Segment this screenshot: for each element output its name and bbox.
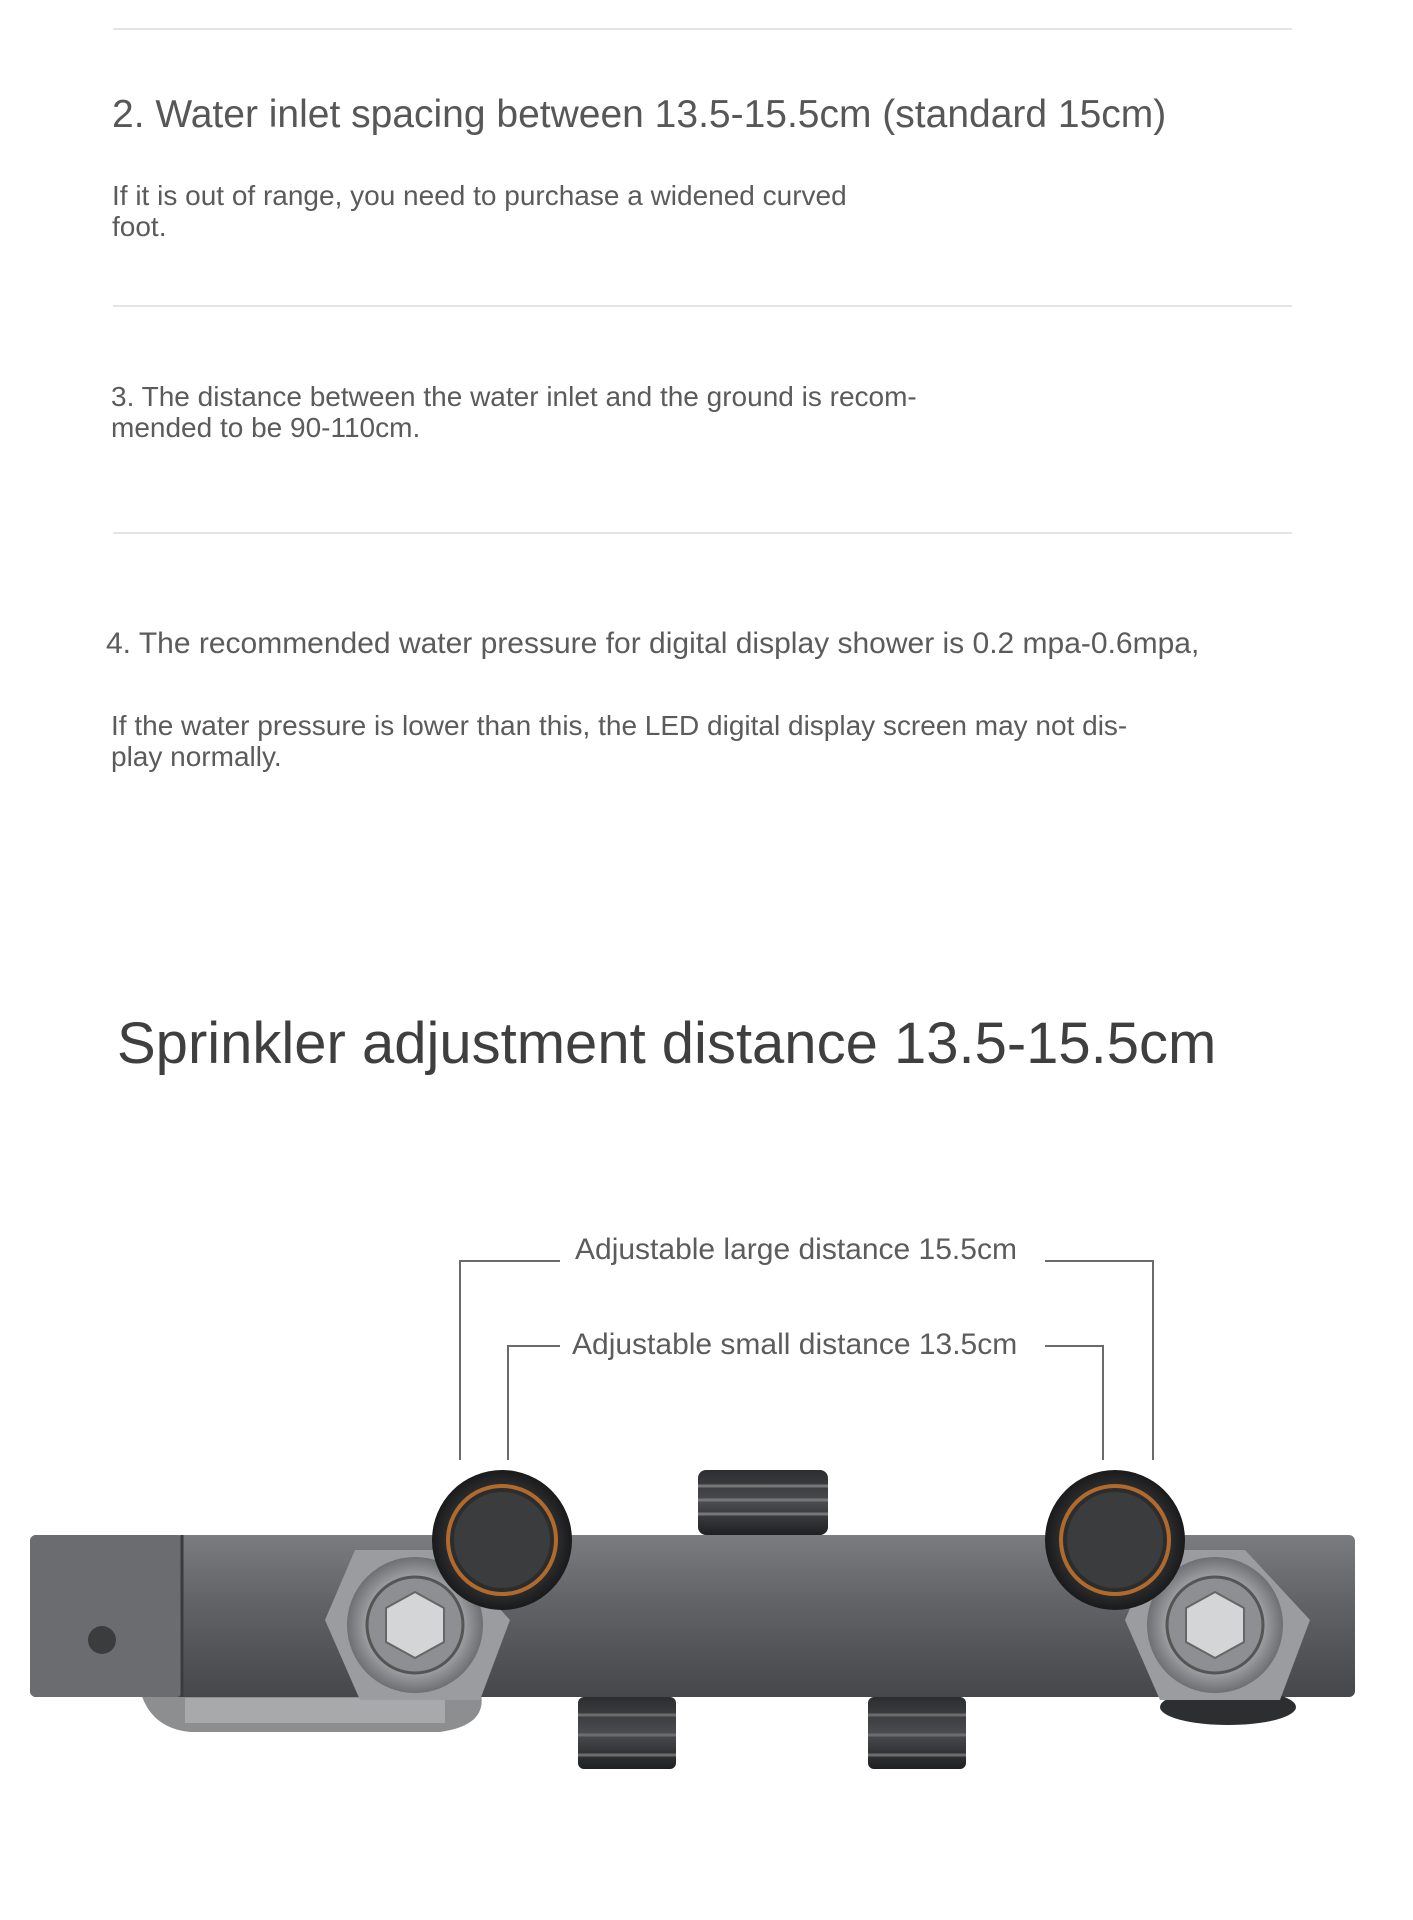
showerhead-grille	[185, 1698, 445, 1723]
large-distance-bracket	[460, 1261, 1153, 1460]
bottom-thread-right	[868, 1697, 966, 1769]
body-dot	[88, 1626, 116, 1654]
small-distance-label: Adjustable small distance 13.5cm	[572, 1328, 1018, 1361]
section-3-body: 3. The distance between the water inlet and the ground is recom- mended to be 90-110cm.	[111, 381, 917, 443]
divider-3	[113, 532, 1292, 534]
small-distance-bracket	[508, 1346, 1103, 1460]
mixer-end-cap	[30, 1535, 182, 1697]
section-2-body: If it is out of range, you need to purchase a widened curved foot.	[112, 180, 847, 242]
top-outlet-thread	[698, 1470, 828, 1535]
diagram-title: Sprinkler adjustment distance 13.5-15.5cm	[117, 1011, 1217, 1076]
section-4-title: 4. The recommended water pressure for digital display shower is 0.2 mpa-0.6mpa,	[106, 627, 1200, 660]
section-4-body: If the water pressure is lower than this, the LED digital display screen may not dis- play normally.	[111, 710, 1128, 772]
section-2-title: 2. Water inlet spacing between 13.5-15.5cm (standard 15cm)	[112, 93, 1167, 136]
large-distance-label: Adjustable large distance 15.5cm	[575, 1233, 1017, 1266]
divider-2	[113, 305, 1292, 307]
shower-mixer-diagram	[0, 1180, 1413, 1800]
left-adjustable-cap	[432, 1470, 572, 1610]
bottom-thread-left	[578, 1697, 676, 1769]
right-adjustable-cap	[1045, 1470, 1185, 1610]
divider-top	[113, 28, 1292, 30]
